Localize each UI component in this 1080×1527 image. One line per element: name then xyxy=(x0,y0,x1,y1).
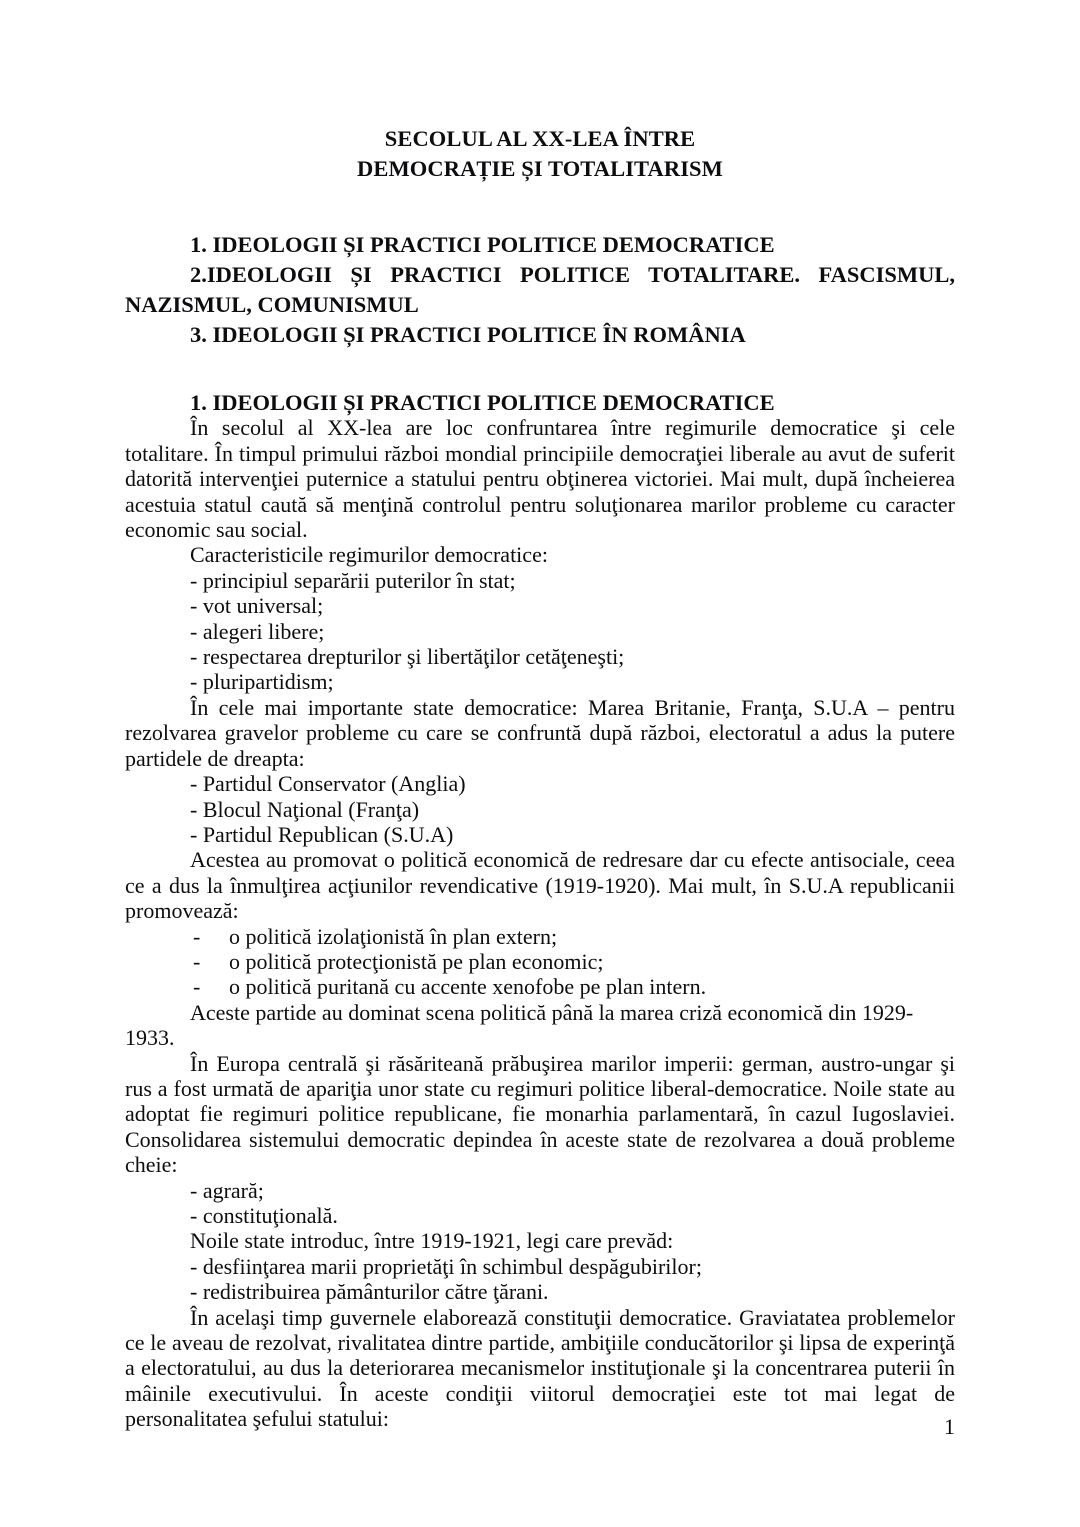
list-item: - redistribuirea pământurilor către ţărani. xyxy=(190,1279,549,1305)
contents-item-1: 1. IDEOLOGII ȘI PRACTICI POLITICE DEMOCRATICE xyxy=(190,232,775,257)
list-right-wing-parties xyxy=(125,771,955,847)
paragraph-economic-policy: Acestea au promovat o politică economică de redresare dar cu efecte antisociale, ceea ce a dus la înmulţirea acţiunilor revendicative (1919-1920). Mai mult, în S.U.A republicanii promovează: xyxy=(125,847,955,924)
list-item-label: o politică protecţionistă pe plan economic; xyxy=(229,948,604,974)
list-usa-republican-policies xyxy=(125,924,955,1000)
list-item-label: o politică puritană cu accente xenofobe pe plan intern. xyxy=(229,974,707,1000)
list-item: - agrară; xyxy=(190,1177,264,1203)
list-item: - Blocul Naţional (Franţa) xyxy=(190,796,420,822)
contents-item-3: 3. IDEOLOGII ȘI PRACTICI POLITICE ÎN ROMÂNIA xyxy=(190,322,746,347)
page-title xyxy=(125,0,955,184)
dash-marker: - xyxy=(193,923,201,949)
page-content xyxy=(125,0,955,1432)
lead-characteristics: Caracteristicile regimurilor democratice: xyxy=(190,542,548,568)
paragraph-constitutions: În acelaşi timp guvernele elaborează constituţii democratice. Graviatatea problemelor ce le aveau de rezolvat, rivalitatea dintre partide, ambiţiile conducătorilor şi lipsa de experinţă a electoratului, au dus la deteriorarea mecanismelor instituţionale şi la concentrarea puterii în mâinile executivului. În aceste condiţii viitorul democraţiei este tot mai legat de personalitatea şefului statului: xyxy=(125,1304,955,1432)
list-item xyxy=(125,949,955,974)
list-item: - constituţională. xyxy=(190,1203,338,1228)
contents-list xyxy=(125,184,955,350)
list-item: - desfiinţarea marii proprietăţi în schimbul despăgubirilor; xyxy=(190,1253,702,1279)
contents-item-2: 2.IDEOLOGII ȘI PRACTICI POLITICE TOTALITARE. FASCISMUL, xyxy=(190,262,955,287)
list-item: - pluripartidism; xyxy=(190,669,334,695)
paragraph-parties-dominance: Aceste partide au dominat scena politică până la marea criză economică din 1929-1933. xyxy=(125,999,914,1051)
list-item: - Partidul Republican (S.U.A) xyxy=(190,821,454,847)
dash-marker: - xyxy=(193,948,201,974)
page-title-line-2: DEMOCRAȚIE ȘI TOTALITARISM xyxy=(356,156,724,181)
list-item: - principiul separării puterilor în stat; xyxy=(190,567,516,593)
list-item: - respectarea drepturilor şi libertăţilor cetăţeneşti; xyxy=(190,644,625,670)
dash-marker: - xyxy=(193,974,201,1000)
list-item xyxy=(125,924,955,949)
lead-new-states-laws: Noile state introduc, între 1919-1921, legi care prevăd: xyxy=(190,1228,674,1254)
list-key-problems xyxy=(125,1178,955,1229)
body-content xyxy=(125,350,955,1432)
paragraph-important-states: În cele mai importante state democratice: Marea Britanie, Franţa, S.U.A – pentru rezolvarea gravelor probleme cu care se confruntă după război, electoratul a adus la putere partidele de dreapta: xyxy=(125,694,955,771)
paragraph-intro: În secolul al XX-lea are loc confruntarea între regimurile democratice şi cele totalitare. În timpul primului război mondial principiile democraţiei liberale au avut de suferit datorită intervenţiei puternice a statului pentru obţinerea victoriei. Mai mult, după încheierea acestuia statul caută să menţină controlul pentru soluţionarea marilor probleme cu caracter economic sau social. xyxy=(125,415,955,543)
list-item: - alegeri libere; xyxy=(190,618,325,644)
section-heading-1: 1. IDEOLOGII ȘI PRACTICI POLITICE DEMOCRATICE xyxy=(190,390,775,415)
list-item: - vot universal; xyxy=(190,593,324,619)
contents-item-2-continued: NAZISMUL, COMUNISMUL xyxy=(125,292,419,317)
list-item: - Partidul Conservator (Anglia) xyxy=(190,771,466,797)
paragraph-central-europe: În Europa centrală şi răsăriteană prăbuşirea marilor imperii: german, austro-ungar şi rus a fost urmată de apariţia unor state cu regimuri politice liberal-democratice. Noile state au adoptat fie regimuri politice republicane, fie monarhia parlamentară, în cazul Iugoslaviei. Consolidarea sistemului democratic depindea în aceste state de rezolvarea a două probleme cheie: xyxy=(125,1050,955,1178)
page-number: 1 xyxy=(944,1414,955,1439)
list-new-laws xyxy=(125,1254,955,1305)
list-democratic-characteristics xyxy=(125,568,955,695)
page-title-line-1: SECOLUL AL XX-LEA ÎNTRE xyxy=(384,126,696,151)
list-item xyxy=(125,974,955,999)
list-item-label: o politică izolaţionistă în plan extern; xyxy=(229,923,558,949)
